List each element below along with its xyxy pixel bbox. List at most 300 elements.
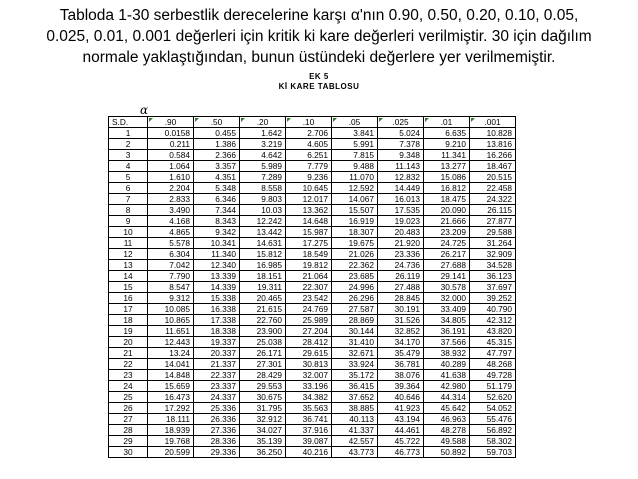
critical-value-cell: 41.337 <box>332 425 378 436</box>
critical-value-cell: 13.339 <box>194 271 240 282</box>
critical-value-cell: 0.584 <box>148 150 194 161</box>
critical-value-cell: 27.877 <box>470 216 516 227</box>
degrees-of-freedom-cell: 15 <box>109 282 148 293</box>
critical-value-cell: 2.204 <box>148 183 194 194</box>
critical-value-cell: 20.090 <box>424 205 470 216</box>
critical-value-cell: 1.386 <box>194 139 240 150</box>
critical-value-cell: 0.211 <box>148 139 194 150</box>
critical-value-cell: 11.651 <box>148 326 194 337</box>
critical-value-cell: 32.912 <box>240 414 286 425</box>
critical-value-cell: 16.473 <box>148 392 194 403</box>
critical-value-cell: 9.342 <box>194 227 240 238</box>
critical-value-cell: 0.455 <box>194 128 240 139</box>
caption <box>0 5 638 68</box>
column-header <box>332 117 378 128</box>
alpha-symbol: α <box>140 103 149 117</box>
critical-value-cell: 36.741 <box>286 414 332 425</box>
critical-value-cell: 6.251 <box>286 150 332 161</box>
degrees-of-freedom-cell: 24 <box>109 381 148 392</box>
critical-value-cell: 18.338 <box>194 326 240 337</box>
column-header <box>286 117 332 128</box>
critical-value-cell: 10.341 <box>194 238 240 249</box>
critical-value-cell: 34.382 <box>286 392 332 403</box>
table-row <box>109 326 516 337</box>
critical-value-cell: 28.412 <box>286 337 332 348</box>
critical-value-cell: 10.828 <box>470 128 516 139</box>
degrees-of-freedom-cell: 20 <box>109 337 148 348</box>
critical-value-cell: 47.797 <box>470 348 516 359</box>
table-row <box>109 436 516 447</box>
critical-value-cell: 25.989 <box>286 315 332 326</box>
column-header-label: .025 <box>392 117 409 127</box>
critical-value-cell: 13.24 <box>148 348 194 359</box>
critical-value-cell: 30.813 <box>286 359 332 370</box>
critical-value-cell: 11.143 <box>378 161 424 172</box>
critical-value-cell: 15.659 <box>148 381 194 392</box>
critical-value-cell: 42.312 <box>470 315 516 326</box>
critical-value-cell: 15.987 <box>286 227 332 238</box>
critical-value-cell: 5.578 <box>148 238 194 249</box>
critical-value-cell: 12.017 <box>286 194 332 205</box>
critical-value-cell: 18.307 <box>332 227 378 238</box>
critical-value-cell: 9.312 <box>148 293 194 304</box>
critical-value-cell: 14.449 <box>378 183 424 194</box>
critical-value-cell: 0.0158 <box>148 128 194 139</box>
chi-square-table <box>108 116 516 458</box>
critical-value-cell: 12.242 <box>240 216 286 227</box>
critical-value-cell: 32.909 <box>470 249 516 260</box>
critical-value-cell: 12.592 <box>332 183 378 194</box>
critical-value-cell: 28.845 <box>378 293 424 304</box>
column-header <box>378 117 424 128</box>
critical-value-cell: 7.815 <box>332 150 378 161</box>
critical-value-cell: 27.336 <box>194 425 240 436</box>
critical-value-cell: 21.026 <box>332 249 378 260</box>
critical-value-cell: 8.547 <box>148 282 194 293</box>
critical-value-cell: 36.250 <box>240 447 286 458</box>
critical-value-cell: 23.209 <box>424 227 470 238</box>
critical-value-cell: 46.773 <box>378 447 424 458</box>
caption-line-2: 0.025, 0.01, 0.001 değerleri için kritik ki kare değerleri verilmiştir. 30 için dağılım <box>46 28 592 45</box>
critical-value-cell: 33.924 <box>332 359 378 370</box>
critical-value-cell: 15.086 <box>424 172 470 183</box>
critical-value-cell: 30.191 <box>378 304 424 315</box>
degrees-of-freedom-cell: 29 <box>109 436 148 447</box>
table-row <box>109 227 516 238</box>
cell-marker-icon <box>149 118 153 122</box>
critical-value-cell: 35.563 <box>286 403 332 414</box>
caption-line-1: Tabloda 1-30 serbestlik derecelerine karşı α'nın 0.90, 0.50, 0.20, 0.10, 0.05, <box>59 7 579 24</box>
critical-value-cell: 20.465 <box>240 293 286 304</box>
critical-value-cell: 24.725 <box>424 238 470 249</box>
critical-value-cell: 41.923 <box>378 403 424 414</box>
degrees-of-freedom-cell: 14 <box>109 271 148 282</box>
critical-value-cell: 5.024 <box>378 128 424 139</box>
degrees-of-freedom-cell: 6 <box>109 183 148 194</box>
critical-value-cell: 23.336 <box>378 249 424 260</box>
cell-marker-icon <box>471 118 475 122</box>
critical-value-cell: 10.865 <box>148 315 194 326</box>
critical-value-cell: 33.409 <box>424 304 470 315</box>
table-row <box>109 260 516 271</box>
critical-value-cell: 9.488 <box>332 161 378 172</box>
table-row <box>109 414 516 425</box>
degrees-of-freedom-cell: 16 <box>109 293 148 304</box>
critical-value-cell: 16.919 <box>332 216 378 227</box>
critical-value-cell: 5.989 <box>240 161 286 172</box>
critical-value-cell: 39.252 <box>470 293 516 304</box>
table-row <box>109 447 516 458</box>
degrees-of-freedom-cell: 12 <box>109 249 148 260</box>
degrees-of-freedom-cell: 11 <box>109 238 148 249</box>
critical-value-cell: 1.064 <box>148 161 194 172</box>
degrees-of-freedom-cell: 26 <box>109 403 148 414</box>
critical-value-cell: 11.341 <box>424 150 470 161</box>
critical-value-cell: 33.196 <box>286 381 332 392</box>
degrees-of-freedom-cell: 27 <box>109 414 148 425</box>
critical-value-cell: 27.301 <box>240 359 286 370</box>
critical-value-cell: 2.833 <box>148 194 194 205</box>
sd-header: S.D. <box>109 117 148 128</box>
critical-value-cell: 2.366 <box>194 150 240 161</box>
critical-value-cell: 38.932 <box>424 348 470 359</box>
critical-value-cell: 14.339 <box>194 282 240 293</box>
critical-value-cell: 39.364 <box>378 381 424 392</box>
critical-value-cell: 17.275 <box>286 238 332 249</box>
critical-value-cell: 1.610 <box>148 172 194 183</box>
cell-marker-icon <box>241 118 245 122</box>
critical-value-cell: 40.289 <box>424 359 470 370</box>
critical-value-cell: 22.362 <box>332 260 378 271</box>
critical-value-cell: 30.675 <box>240 392 286 403</box>
critical-value-cell: 16.013 <box>378 194 424 205</box>
critical-value-cell: 30.144 <box>332 326 378 337</box>
table-row <box>109 238 516 249</box>
critical-value-cell: 35.479 <box>378 348 424 359</box>
critical-value-cell: 18.467 <box>470 161 516 172</box>
critical-value-cell: 7.378 <box>378 139 424 150</box>
critical-value-cell: 14.067 <box>332 194 378 205</box>
critical-value-cell: 13.816 <box>470 139 516 150</box>
critical-value-cell: 40.646 <box>378 392 424 403</box>
critical-value-cell: 40.790 <box>470 304 516 315</box>
cell-marker-icon <box>333 118 337 122</box>
degrees-of-freedom-cell: 18 <box>109 315 148 326</box>
critical-value-cell: 18.151 <box>240 271 286 282</box>
critical-value-cell: 37.652 <box>332 392 378 403</box>
degrees-of-freedom-cell: 5 <box>109 172 148 183</box>
critical-value-cell: 18.111 <box>148 414 194 425</box>
degrees-of-freedom-cell: 19 <box>109 326 148 337</box>
column-header-label: .001 <box>484 117 501 127</box>
critical-value-cell: 36.191 <box>424 326 470 337</box>
critical-value-cell: 16.812 <box>424 183 470 194</box>
critical-value-cell: 7.790 <box>148 271 194 282</box>
critical-value-cell: 54.052 <box>470 403 516 414</box>
table-row <box>109 370 516 381</box>
column-header <box>194 117 240 128</box>
critical-value-cell: 12.443 <box>148 337 194 348</box>
critical-value-cell: 34.528 <box>470 260 516 271</box>
table-row <box>109 194 516 205</box>
table-row <box>109 249 516 260</box>
critical-value-cell: 22.458 <box>470 183 516 194</box>
critical-value-cell: 46.963 <box>424 414 470 425</box>
critical-value-cell: 14.041 <box>148 359 194 370</box>
critical-value-cell: 27.688 <box>424 260 470 271</box>
critical-value-cell: 12.340 <box>194 260 240 271</box>
degrees-of-freedom-cell: 10 <box>109 227 148 238</box>
table-row <box>109 128 516 139</box>
critical-value-cell: 9.348 <box>378 150 424 161</box>
critical-value-cell: 10.085 <box>148 304 194 315</box>
caption-line-3: normale yaklaştığından, bunun üstündeki değerlere yer verilmemiştir. <box>82 49 556 66</box>
critical-value-cell: 31.410 <box>332 337 378 348</box>
critical-value-cell: 3.219 <box>240 139 286 150</box>
critical-value-cell: 18.939 <box>148 425 194 436</box>
critical-value-cell: 31.795 <box>240 403 286 414</box>
degrees-of-freedom-cell: 1 <box>109 128 148 139</box>
critical-value-cell: 45.642 <box>424 403 470 414</box>
critical-value-cell: 11.340 <box>194 249 240 260</box>
table-row <box>109 183 516 194</box>
critical-value-cell: 20.599 <box>148 447 194 458</box>
critical-value-cell: 24.736 <box>378 260 424 271</box>
critical-value-cell: 4.605 <box>286 139 332 150</box>
table-row <box>109 139 516 150</box>
critical-value-cell: 18.549 <box>286 249 332 260</box>
critical-value-cell: 9.210 <box>424 139 470 150</box>
critical-value-cell: 21.615 <box>240 304 286 315</box>
critical-value-cell: 49.588 <box>424 436 470 447</box>
critical-value-cell: 29.553 <box>240 381 286 392</box>
critical-value-cell: 25.038 <box>240 337 286 348</box>
critical-value-cell: 1.642 <box>240 128 286 139</box>
critical-value-cell: 19.812 <box>286 260 332 271</box>
degrees-of-freedom-cell: 3 <box>109 150 148 161</box>
critical-value-cell: 13.442 <box>240 227 286 238</box>
critical-value-cell: 34.805 <box>424 315 470 326</box>
critical-value-cell: 14.848 <box>148 370 194 381</box>
critical-value-cell: 5.348 <box>194 183 240 194</box>
table-row <box>109 403 516 414</box>
critical-value-cell: 43.773 <box>332 447 378 458</box>
table-row <box>109 304 516 315</box>
critical-value-cell: 16.266 <box>470 150 516 161</box>
critical-value-cell: 15.338 <box>194 293 240 304</box>
critical-value-cell: 36.781 <box>378 359 424 370</box>
critical-value-cell: 26.296 <box>332 293 378 304</box>
critical-value-cell: 23.337 <box>194 381 240 392</box>
table-row <box>109 205 516 216</box>
degrees-of-freedom-cell: 28 <box>109 425 148 436</box>
critical-value-cell: 24.996 <box>332 282 378 293</box>
table-title: Kİ KARE TABLOSU <box>278 82 360 91</box>
critical-value-cell: 8.558 <box>240 183 286 194</box>
critical-value-cell: 10.645 <box>286 183 332 194</box>
column-header-label: .50 <box>210 117 223 127</box>
critical-value-cell: 7.779 <box>286 161 332 172</box>
critical-value-cell: 34.170 <box>378 337 424 348</box>
critical-value-cell: 23.542 <box>286 293 332 304</box>
critical-value-cell: 29.615 <box>286 348 332 359</box>
critical-value-cell: 38.885 <box>332 403 378 414</box>
critical-value-cell: 6.635 <box>424 128 470 139</box>
table-row <box>109 425 516 436</box>
critical-value-cell: 34.027 <box>240 425 286 436</box>
critical-value-cell: 20.337 <box>194 348 240 359</box>
degrees-of-freedom-cell: 17 <box>109 304 148 315</box>
column-header <box>470 117 516 128</box>
critical-value-cell: 26.217 <box>424 249 470 260</box>
critical-value-cell: 28.336 <box>194 436 240 447</box>
critical-value-cell: 28.869 <box>332 315 378 326</box>
cell-marker-icon <box>195 118 199 122</box>
column-header-label: .90 <box>164 117 177 127</box>
critical-value-cell: 19.311 <box>240 282 286 293</box>
degrees-of-freedom-cell: 4 <box>109 161 148 172</box>
degrees-of-freedom-cell: 25 <box>109 392 148 403</box>
degrees-of-freedom-cell: 9 <box>109 216 148 227</box>
critical-value-cell: 35.172 <box>332 370 378 381</box>
critical-value-cell: 8.343 <box>194 216 240 227</box>
critical-value-cell: 22.307 <box>286 282 332 293</box>
critical-value-cell: 3.841 <box>332 128 378 139</box>
table-row <box>109 337 516 348</box>
appendix-label: EK 5 <box>309 72 329 81</box>
degrees-of-freedom-cell: 8 <box>109 205 148 216</box>
critical-value-cell: 49.728 <box>470 370 516 381</box>
degrees-of-freedom-cell: 30 <box>109 447 148 458</box>
critical-value-cell: 50.892 <box>424 447 470 458</box>
degrees-of-freedom-cell: 7 <box>109 194 148 205</box>
critical-value-cell: 37.916 <box>286 425 332 436</box>
critical-value-cell: 7.289 <box>240 172 286 183</box>
critical-value-cell: 32.852 <box>378 326 424 337</box>
critical-value-cell: 21.064 <box>286 271 332 282</box>
critical-value-cell: 40.113 <box>332 414 378 425</box>
critical-value-cell: 40.216 <box>286 447 332 458</box>
table-row <box>109 216 516 227</box>
table-row <box>109 282 516 293</box>
critical-value-cell: 32.671 <box>332 348 378 359</box>
critical-value-cell: 27.204 <box>286 326 332 337</box>
critical-value-cell: 24.769 <box>286 304 332 315</box>
critical-value-cell: 43.194 <box>378 414 424 425</box>
column-header <box>240 117 286 128</box>
cell-marker-icon <box>425 118 429 122</box>
critical-value-cell: 28.429 <box>240 370 286 381</box>
degrees-of-freedom-cell: 22 <box>109 359 148 370</box>
table-header-row <box>109 117 516 128</box>
critical-value-cell: 15.507 <box>332 205 378 216</box>
critical-value-cell: 36.415 <box>332 381 378 392</box>
table-row <box>109 293 516 304</box>
critical-value-cell: 45.315 <box>470 337 516 348</box>
column-header-label: .05 <box>348 117 361 127</box>
critical-value-cell: 26.119 <box>378 271 424 282</box>
critical-value-cell: 23.685 <box>332 271 378 282</box>
critical-value-cell: 39.087 <box>286 436 332 447</box>
critical-value-cell: 42.557 <box>332 436 378 447</box>
critical-value-cell: 15.812 <box>240 249 286 260</box>
critical-value-cell: 37.697 <box>470 282 516 293</box>
critical-value-cell: 19.768 <box>148 436 194 447</box>
critical-value-cell: 31.264 <box>470 238 516 249</box>
critical-value-cell: 44.461 <box>378 425 424 436</box>
critical-value-cell: 17.338 <box>194 315 240 326</box>
critical-value-cell: 19.023 <box>378 216 424 227</box>
critical-value-cell: 55.476 <box>470 414 516 425</box>
column-header <box>148 117 194 128</box>
table-row <box>109 172 516 183</box>
critical-value-cell: 43.820 <box>470 326 516 337</box>
critical-value-cell: 27.587 <box>332 304 378 315</box>
critical-value-cell: 22.337 <box>194 370 240 381</box>
critical-value-cell: 6.304 <box>148 249 194 260</box>
critical-value-cell: 51.179 <box>470 381 516 392</box>
table-row <box>109 381 516 392</box>
critical-value-cell: 17.535 <box>378 205 424 216</box>
degrees-of-freedom-cell: 21 <box>109 348 148 359</box>
table-row <box>109 359 516 370</box>
critical-value-cell: 21.337 <box>194 359 240 370</box>
critical-value-cell: 12.832 <box>378 172 424 183</box>
table-row <box>109 150 516 161</box>
critical-value-cell: 20.483 <box>378 227 424 238</box>
critical-value-cell: 38.076 <box>378 370 424 381</box>
critical-value-cell: 29.141 <box>424 271 470 282</box>
critical-value-cell: 26.336 <box>194 414 240 425</box>
critical-value-cell: 23.900 <box>240 326 286 337</box>
critical-value-cell: 4.168 <box>148 216 194 227</box>
critical-value-cell: 21.920 <box>378 238 424 249</box>
critical-value-cell: 22.760 <box>240 315 286 326</box>
critical-value-cell: 11.070 <box>332 172 378 183</box>
critical-value-cell: 4.642 <box>240 150 286 161</box>
critical-value-cell: 16.985 <box>240 260 286 271</box>
cell-marker-icon <box>379 118 383 122</box>
critical-value-cell: 45.722 <box>378 436 424 447</box>
critical-value-cell: 21.666 <box>424 216 470 227</box>
critical-value-cell: 31.526 <box>378 315 424 326</box>
degrees-of-freedom-cell: 2 <box>109 139 148 150</box>
critical-value-cell: 26.171 <box>240 348 286 359</box>
critical-value-cell: 29.588 <box>470 227 516 238</box>
column-header-label: .10 <box>302 117 315 127</box>
critical-value-cell: 48.268 <box>470 359 516 370</box>
critical-value-cell: 10.03 <box>240 205 286 216</box>
critical-value-cell: 37.566 <box>424 337 470 348</box>
critical-value-cell: 30.578 <box>424 282 470 293</box>
critical-value-cell: 4.351 <box>194 172 240 183</box>
table-row <box>109 271 516 282</box>
critical-value-cell: 4.865 <box>148 227 194 238</box>
critical-value-cell: 36.123 <box>470 271 516 282</box>
critical-value-cell: 24.337 <box>194 392 240 403</box>
critical-value-cell: 14.631 <box>240 238 286 249</box>
critical-value-cell: 26.115 <box>470 205 516 216</box>
critical-value-cell: 29.336 <box>194 447 240 458</box>
critical-value-cell: 14.648 <box>286 216 332 227</box>
critical-value-cell: 13.362 <box>286 205 332 216</box>
critical-value-cell: 41.638 <box>424 370 470 381</box>
column-header <box>424 117 470 128</box>
critical-value-cell: 17.292 <box>148 403 194 414</box>
table-body <box>109 128 516 458</box>
critical-value-cell: 16.338 <box>194 304 240 315</box>
critical-value-cell: 5.991 <box>332 139 378 150</box>
